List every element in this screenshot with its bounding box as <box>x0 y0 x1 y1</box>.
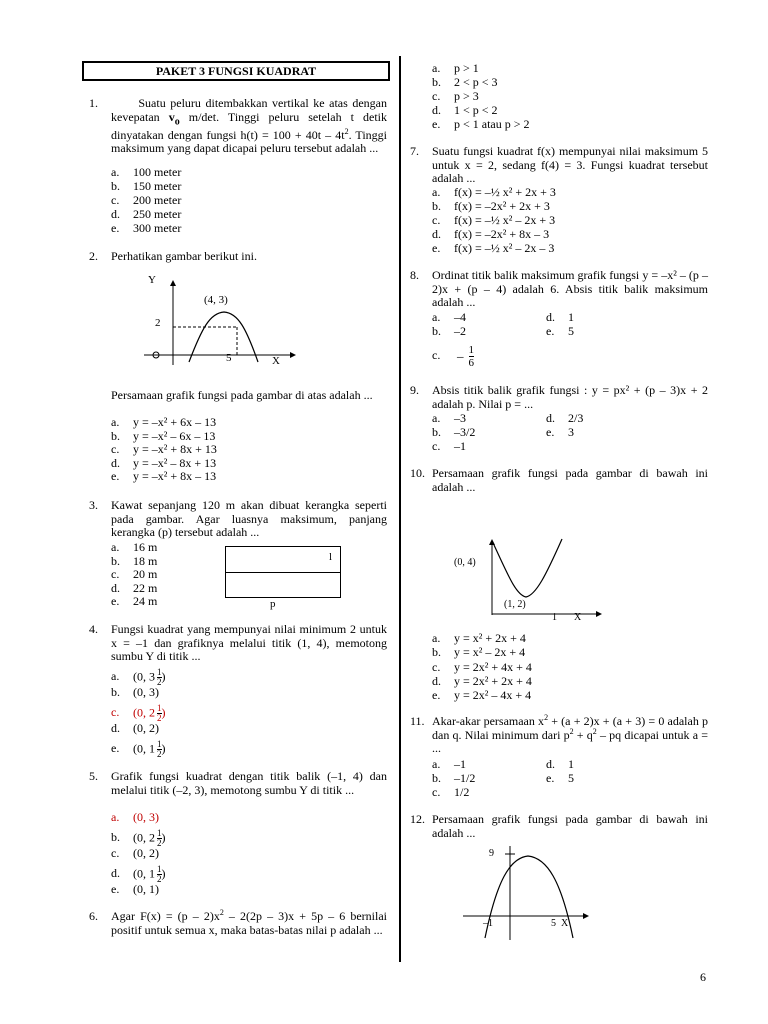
q7-option-b[interactable]: b. f(x) = –2x² + 2x + 3 <box>432 199 550 213</box>
question-number: 1. <box>89 96 98 110</box>
question-number: 8. <box>410 268 419 282</box>
q1-option-b[interactable]: b. 150 meter <box>111 179 182 193</box>
x-tick-label: 1 <box>552 612 557 623</box>
fraction: $\frac{1}{2}$ <box>157 828 162 848</box>
q6-option-a[interactable]: a. p > 1 <box>432 61 479 75</box>
question-text: Perhatikan gambar berikut ini. <box>111 249 257 263</box>
question-number: 6. <box>89 909 98 923</box>
question-text: Suatu fungsi kuadrat f(x) mempunyai nilai maksimum 5 untuk x = 2, sedang f(4) = 3. Fungsi kuadrat tersebut adalah ... <box>432 144 708 186</box>
q9-option-d[interactable]: d. 2/3 <box>546 411 584 425</box>
page-number: 6 <box>700 970 706 984</box>
question-text: Ordinat titik balik maksimum grafik fungsi y = –x² – (p – 2)x + (p – 4) adalah 6. Absis titik balik maksimum adalah ... <box>432 268 708 310</box>
q3-option-a[interactable]: a. 16 m <box>111 540 158 554</box>
question-text: Grafik fungsi kuadrat dengan titik balik (–1, 4) dan melalui titik (–2, 3), memotong sumbu Y di titik ... <box>111 769 387 797</box>
fraction: $\frac{1}{2}$ <box>157 667 162 687</box>
q9-option-a[interactable]: a. –3 <box>432 411 466 425</box>
x-label: X <box>272 355 280 367</box>
q11-option-c[interactable]: c. 1/2 <box>432 785 470 799</box>
frame-diagram <box>225 546 341 598</box>
question-2-prompt: Persamaan grafik fungsi pada gambar di atas adalah ... <box>111 388 373 402</box>
parabola-curve <box>494 539 562 597</box>
fraction: $\frac{1}{2}$ <box>157 739 162 759</box>
y-max-label: 9 <box>489 848 494 859</box>
y-axis-arrow-icon <box>170 280 176 286</box>
q1-option-e[interactable]: e. 300 meter <box>111 221 182 235</box>
q4-option-d[interactable]: d. (0, 2) <box>111 721 159 735</box>
q8-option-d[interactable]: d. 1 <box>546 310 574 324</box>
question-text: Akar-akar persamaan $x^2 + (a + 2)x + (a + 3) = 0$ adalah p dan q. Nilai minimum dari $p^2 + q^2$ – pq dicapai untuk a = ... <box>432 713 708 756</box>
q2-option-e[interactable]: e. y = –x² + 8x – 13 <box>111 469 217 484</box>
q9-option-b[interactable]: b. –3/2 <box>432 425 476 439</box>
question-text: Persamaan grafik fungsi pada gambar di bawah ini adalah ... <box>432 466 708 494</box>
q3-option-c[interactable]: c. 20 m <box>111 567 158 582</box>
q1-option-c[interactable]: c. 200 meter <box>111 193 182 207</box>
parabola-curve <box>485 856 573 938</box>
column-divider <box>399 56 401 962</box>
fraction: $\frac{1}{2}$ <box>157 703 162 723</box>
frame-middle-bar <box>226 572 340 573</box>
q2-option-b[interactable]: b. y = –x² – 6x – 13 <box>111 428 216 443</box>
q6-option-d[interactable]: d. 1 < p < 2 <box>432 103 498 117</box>
q8-option-a[interactable]: a. –4 <box>432 310 466 324</box>
y-axis-arrow-icon <box>489 539 495 545</box>
y-intercept-label: (0, 4) <box>454 557 476 568</box>
question-number: 7. <box>410 144 419 158</box>
question-number: 4. <box>89 622 98 636</box>
q10-option-d[interactable]: d. y = 2x² + 2x + 4 <box>432 673 532 688</box>
q10-option-c[interactable]: c. y = 2x² + 4x + 4 <box>432 659 532 674</box>
q2-graph <box>140 268 300 370</box>
q1-option-d[interactable]: d. 250 meter <box>111 207 182 221</box>
x-axis-arrow-icon <box>596 611 602 617</box>
q5-option-d[interactable]: d. (0, 1 $\frac{1}{2}$ ) <box>111 864 166 884</box>
q2-option-a[interactable]: a. y = –x² + 6x – 13 <box>111 415 217 429</box>
q1-option-a[interactable]: a. 100 meter <box>111 165 182 179</box>
q8-option-c[interactable]: c. – $\frac{1}{6}$ <box>432 344 474 369</box>
fraction: $\frac{1}{6}$ <box>468 344 474 369</box>
q8-option-e[interactable]: e. 5 <box>546 324 574 338</box>
question-text: Persamaan grafik fungsi pada gambar di bawah ini adalah ... <box>432 812 708 840</box>
q4-option-e[interactable]: e. (0, 1 $\frac{1}{2}$ ) <box>111 739 166 759</box>
q5-option-e[interactable]: e. (0, 1) <box>111 882 159 896</box>
question-number: 3. <box>89 498 98 512</box>
q12-graph <box>455 840 595 944</box>
q10-graph <box>450 535 610 625</box>
q11-option-b[interactable]: b. –1/2 <box>432 771 476 785</box>
x-label: X <box>574 612 582 623</box>
question-text: Kawat sepanjang 120 m akan dibuat kerangka seperti pada gambar. Agar luasnya maksimum, panjang kerangka (p) tersebut adalah ... <box>111 498 387 540</box>
q10-option-e[interactable]: e. y = 2x² – 4x + 4 <box>432 688 532 703</box>
q3-option-d[interactable]: d. 22 m <box>111 580 158 595</box>
fraction: $\frac{1}{2}$ <box>157 864 162 884</box>
q4-option-b[interactable]: b. (0, 3) <box>111 685 159 699</box>
x-axis-arrow-icon <box>290 352 296 358</box>
x-left-label: –1 <box>483 918 493 929</box>
y-label: Y <box>148 274 156 286</box>
y-tick-label: 2 <box>155 317 161 329</box>
q11-option-a[interactable]: a. –1 <box>432 757 466 771</box>
question-number: 5. <box>89 769 98 783</box>
q5-option-b[interactable]: b. (0, 2 $\frac{1}{2}$ ) <box>111 828 166 848</box>
page-title: PAKET 3 FUNGSI KUADRAT <box>82 61 390 81</box>
q4-option-c[interactable]: c. (0, 2 $\frac{1}{2}$ ) <box>111 703 166 723</box>
q8-option-b[interactable]: b. –2 <box>432 324 466 338</box>
q3-option-e[interactable]: e. 24 m <box>111 594 158 609</box>
q11-option-d[interactable]: d. 1 <box>546 757 574 771</box>
question-number: 9. <box>410 383 419 397</box>
question-text: Fungsi kuadrat yang mempunyai nilai minimum 2 untuk x = –1 dan grafiknya melalui titik (1, 4), memotong sumbu Y di titik ... <box>111 622 387 664</box>
q7-option-d[interactable]: d. f(x) = –2x² + 8x – 3 <box>432 227 550 241</box>
q10-option-b[interactable]: b. y = x² – 2x + 4 <box>432 645 526 660</box>
question-text: Absis titik balik grafik fungsi : y = px² + (p – 3)x + 2 adalah p. Nilai p = ... <box>432 383 708 411</box>
question-text: Agar $F(x) = (p - 2)x^2 - 2(2p - 3)x + 5p - 6$ bernilai positif untuk semua x, maka batas-batas nilai p adalah ... <box>111 908 387 937</box>
q6-option-e[interactable]: e. p < 1 atau p > 2 <box>432 117 530 131</box>
q7-option-c[interactable]: c. f(x) = –½ x² – 2x + 3 <box>432 213 556 227</box>
q7-option-e[interactable]: e. f(x) = –½ x² – 2x – 3 <box>432 241 555 255</box>
q6-option-b[interactable]: b. 2 < p < 3 <box>432 75 498 89</box>
label-p: p <box>270 598 276 610</box>
q9-option-e[interactable]: e. 3 <box>546 425 574 439</box>
q10-option-a[interactable]: a. y = x² + 2x + 4 <box>432 631 526 645</box>
x-axis-arrow-icon <box>583 913 589 919</box>
q6-option-c[interactable]: c. p > 3 <box>432 89 479 103</box>
question-text: Suatu peluru ditembakkan vertikal ke atas dengan kevepatan $v_o$ m/det. Tinggi peluru setelah t detik dinyatakan dengan fungsi $h(t) = 100 + 40t - 4t^2$. Tinggi maksimum yang dapat dicapai peluru tersebut adalah ... <box>111 96 388 156</box>
q5-option-c[interactable]: c. (0, 2) <box>111 846 159 860</box>
x-tick-label: 5 <box>226 352 232 364</box>
q11-option-e[interactable]: e. 5 <box>546 771 574 785</box>
q2-option-d[interactable]: d. y = –x² – 8x + 13 <box>111 455 217 470</box>
question-number: 2. <box>89 249 98 263</box>
question-number: 10. <box>410 466 425 480</box>
q9-option-c[interactable]: c. –1 <box>432 439 466 453</box>
q5-option-a[interactable]: a. (0, 3) <box>111 810 159 824</box>
q3-option-b[interactable]: b. 18 m <box>111 553 158 568</box>
x-label: X <box>561 918 569 929</box>
question-number: 12. <box>410 812 425 826</box>
q7-option-a[interactable]: a. f(x) = –½ x² + 2x + 3 <box>432 185 556 199</box>
question-number: 11. <box>410 714 425 728</box>
vertex-label: (1, 2) <box>504 599 526 610</box>
vertex-label: (4, 3) <box>204 294 228 306</box>
q4-option-a[interactable]: a. (0, 3 $\frac{1}{2}$ ) <box>111 667 166 687</box>
q2-option-c[interactable]: c. y = –x² + 8x + 13 <box>111 442 217 457</box>
x-right-label: 5 <box>551 918 556 929</box>
label-l: l <box>328 551 332 563</box>
